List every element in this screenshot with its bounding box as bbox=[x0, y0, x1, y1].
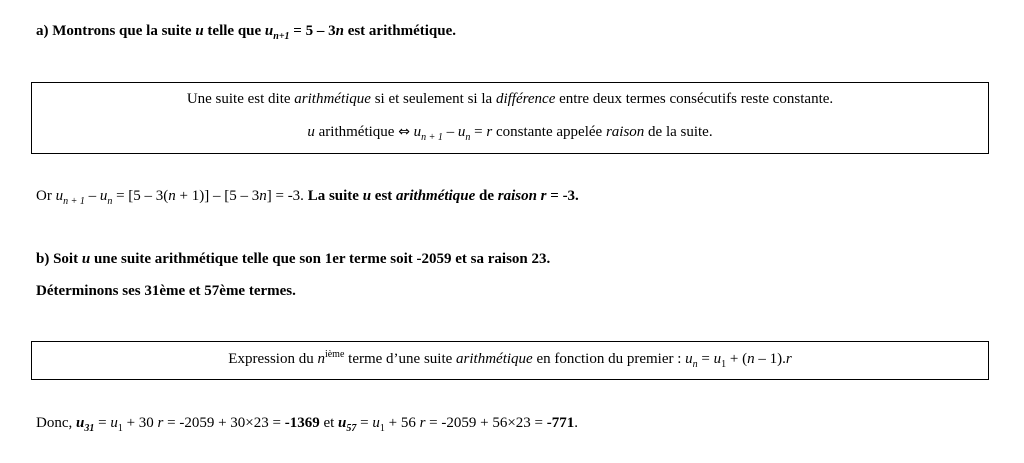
text: + 1)] – [5 – 3 bbox=[175, 188, 260, 204]
text: de la suite. bbox=[644, 124, 713, 140]
text-italic: différence bbox=[495, 91, 556, 107]
text-italic: arithmétique bbox=[456, 351, 533, 367]
expression-box bbox=[31, 341, 989, 380]
text: = [5 – 3( bbox=[112, 188, 169, 204]
text: de bbox=[475, 188, 498, 204]
var-u: u bbox=[307, 124, 315, 140]
var-r: r bbox=[157, 415, 164, 431]
text: = -2059 + 56×23 = bbox=[425, 415, 547, 431]
definition-line-1 bbox=[32, 89, 988, 109]
var-n: n bbox=[168, 188, 176, 204]
var-u: u bbox=[457, 124, 466, 140]
subscript: n+1 bbox=[273, 31, 290, 42]
text: = bbox=[697, 351, 714, 367]
text: = bbox=[470, 124, 487, 140]
var-u: u bbox=[55, 188, 64, 204]
text: = -2059 + 30×23 = bbox=[163, 415, 285, 431]
subscript: 1 bbox=[117, 423, 123, 434]
text: Or bbox=[36, 188, 56, 204]
text-italic: raison bbox=[497, 188, 537, 204]
text: arithmétique bbox=[314, 124, 399, 140]
var-n: n bbox=[259, 188, 267, 204]
superscript: ième bbox=[324, 349, 345, 360]
text: et bbox=[319, 415, 339, 431]
text: – bbox=[442, 124, 458, 140]
text: ] = -3. bbox=[266, 188, 308, 204]
term-u31 bbox=[76, 415, 95, 434]
text: = bbox=[356, 415, 373, 431]
text-italic: raison bbox=[605, 124, 645, 140]
text: + 30 bbox=[122, 415, 158, 431]
text: – 1). bbox=[754, 351, 786, 367]
var-u: u bbox=[99, 188, 108, 204]
var-n: n bbox=[317, 351, 325, 367]
definition-line-2 bbox=[32, 122, 988, 142]
heading-text: telle que bbox=[203, 23, 265, 39]
text: si et seulement si la bbox=[370, 91, 496, 107]
expression-line bbox=[32, 349, 988, 369]
subscript: 57 bbox=[346, 423, 357, 434]
subscript: 1 bbox=[721, 359, 727, 370]
text: + ( bbox=[726, 351, 748, 367]
subscript: n + 1 bbox=[63, 196, 85, 207]
var-u: u bbox=[195, 23, 204, 39]
var-r: r bbox=[785, 351, 792, 367]
subscript: n bbox=[465, 132, 471, 143]
var-u: u bbox=[362, 188, 372, 204]
text: b) Soit bbox=[36, 251, 82, 267]
var-n: n bbox=[747, 351, 755, 367]
text: La suite bbox=[307, 188, 363, 204]
text: une suite arithmétique telle que son 1er terme soit -2059 et sa raison 23. bbox=[93, 251, 551, 267]
text: Une suite est dite bbox=[186, 91, 295, 107]
text: terme d’une suite bbox=[344, 351, 457, 367]
term-u-n-plus-1 bbox=[264, 23, 290, 42]
term-u57 bbox=[338, 415, 357, 434]
result-u57: -771 bbox=[546, 415, 575, 431]
var-u: u bbox=[372, 415, 380, 431]
text-italic: arithmétique bbox=[294, 91, 371, 107]
var-r: r bbox=[486, 124, 493, 140]
formula-text: = 5 – 3 bbox=[289, 23, 336, 39]
text: entre deux termes consécutifs reste constante. bbox=[555, 91, 834, 107]
text: – bbox=[84, 188, 100, 204]
var-u: u bbox=[76, 415, 85, 431]
var-u: u bbox=[264, 23, 274, 39]
definition-box bbox=[31, 82, 989, 154]
subscript: 31 bbox=[84, 423, 95, 434]
part-a-heading bbox=[36, 21, 456, 41]
equivalence-arrow-icon: ⇔ bbox=[398, 124, 410, 140]
text: . bbox=[574, 415, 579, 431]
part-b-line-2: Déterminons ses 31ème et 57ème termes. bbox=[36, 283, 296, 299]
result-a-line bbox=[36, 186, 579, 206]
text: Expression du bbox=[228, 351, 318, 367]
text: est bbox=[374, 188, 397, 204]
result-b-line bbox=[36, 413, 578, 433]
var-u: u bbox=[713, 351, 722, 367]
text-italic: arithmétique bbox=[396, 188, 476, 204]
text: = bbox=[94, 415, 111, 431]
result-u31: -1369 bbox=[284, 415, 320, 431]
var-u: u bbox=[338, 415, 347, 431]
subscript: n + 1 bbox=[421, 132, 443, 143]
var-u: u bbox=[685, 351, 693, 367]
heading-text: est arithmétique. bbox=[343, 23, 456, 39]
conclusion-a bbox=[308, 188, 579, 204]
text: + 56 bbox=[384, 415, 420, 431]
subscript: n bbox=[107, 196, 113, 207]
text: en fonction du premier : bbox=[532, 351, 686, 367]
var-n: n bbox=[335, 23, 344, 39]
var-u: u bbox=[110, 415, 118, 431]
text: constante appelée bbox=[492, 124, 606, 140]
subscript: 1 bbox=[379, 423, 385, 434]
var-u: u bbox=[81, 251, 91, 267]
text: = -3. bbox=[546, 188, 579, 204]
var-r: r bbox=[419, 415, 426, 431]
text: Donc, bbox=[36, 415, 76, 431]
part-b-line-1 bbox=[36, 249, 550, 269]
subscript: n bbox=[692, 359, 698, 370]
var-r: r bbox=[540, 188, 547, 204]
var-u: u bbox=[413, 124, 422, 140]
heading-text: a) Montrons que la suite bbox=[36, 23, 196, 39]
